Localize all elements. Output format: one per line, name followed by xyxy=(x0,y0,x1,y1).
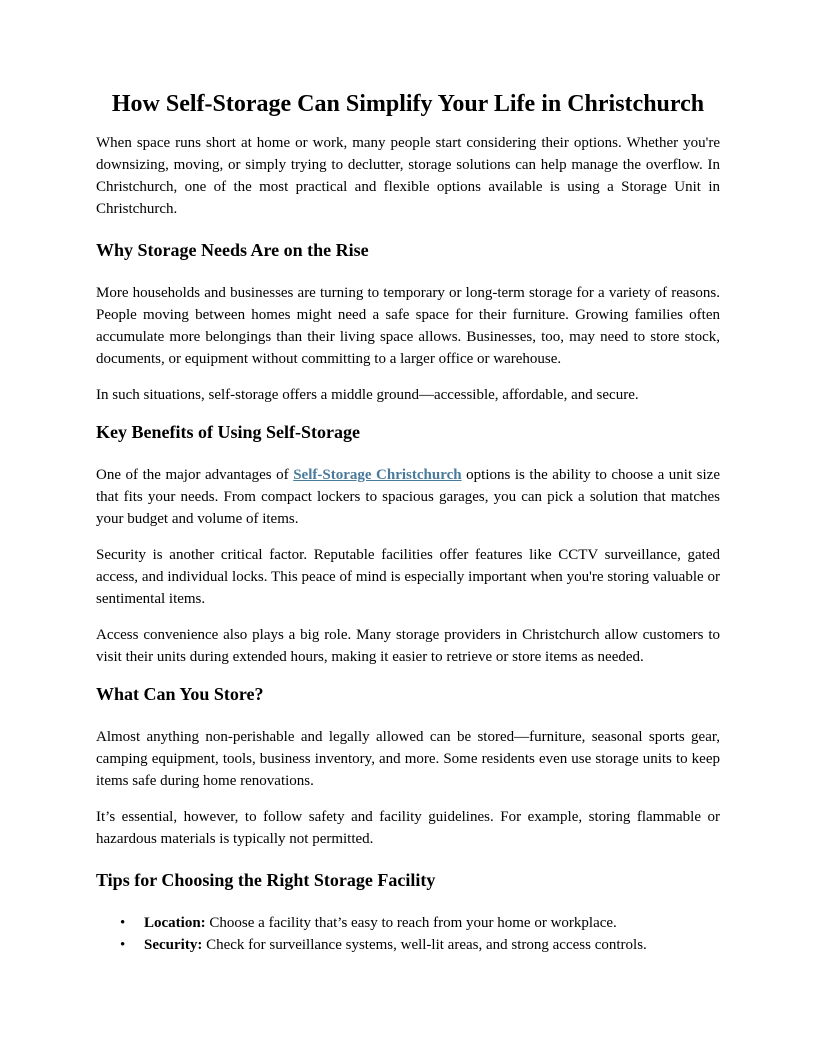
document-page xyxy=(96,88,720,956)
heading-rise: Why Storage Needs Are on the Rise xyxy=(96,240,369,260)
document-title: How Self-Storage Can Simplify Your Life in Christchurch xyxy=(111,91,705,117)
self-storage-christchurch-link[interactable]: Self-Storage Christchurch xyxy=(293,467,462,483)
intro-paragraph: When space runs short at home or work, many people start considering their options. Whether you're downsizing, moving, or simply trying to declutter, storage solutions can help manage the overflow. In Christchurch, one of the most practical and flexible options available is using a Storage Unit in Christchurch. xyxy=(96,135,720,217)
tip-label: Security: xyxy=(144,937,203,953)
tip-text: Choose a facility that’s easy to reach from your home or workplace. xyxy=(205,915,617,931)
rise-paragraph-2: In such situations, self-storage offers a middle ground—accessible, affordable, and secure. xyxy=(96,387,639,403)
store-paragraph-2: It’s essential, however, to follow safety and facility guidelines. For example, storing flammable or hazardous materials is typically not permitted. xyxy=(96,809,720,847)
store-paragraph-1: Almost anything non-perishable and legally allowed can be stored—furniture, seasonal sports gear, camping equipment, tools, business inventory, and more. Some residents even use storage units to keep items safe during home renovations. xyxy=(96,729,720,789)
benefits-text-after-link: options is the ability to choose a unit size that fits your needs. From compact lockers to spacious garages, you can pick a solution that matches your budget and volume of items. xyxy=(96,467,720,527)
benefits-paragraph-3: Access convenience also plays a big role. Many storage providers in Christchurch allow customers to visit their units during extended hours, making it easier to retrieve or store items as needed. xyxy=(96,627,720,665)
tip-label: Location: xyxy=(144,915,206,931)
bullet-icon: • xyxy=(120,937,126,953)
list-item xyxy=(120,934,720,956)
benefits-text-before-link: One of the major advantages of xyxy=(96,467,294,483)
tips-list xyxy=(96,912,720,956)
list-item xyxy=(120,912,720,934)
heading-tips: Tips for Choosing the Right Storage Facility xyxy=(96,870,436,890)
benefits-paragraph-1 xyxy=(96,464,720,530)
rise-paragraph-1: More households and businesses are turning to temporary or long-term storage for a variety of reasons. People moving between homes might need a safe space for their furniture. Growing families often accumulate more belongings than their living space allows. Businesses, too, may need to store stock, documents, or equipment without committing to a larger office or warehouse. xyxy=(96,285,720,367)
bullet-icon: • xyxy=(120,915,126,931)
tip-text: Check for surveillance systems, well-lit areas, and strong access controls. xyxy=(202,937,647,953)
heading-store: What Can You Store? xyxy=(96,684,264,704)
heading-benefits: Key Benefits of Using Self-Storage xyxy=(96,422,360,442)
benefits-paragraph-2: Security is another critical factor. Reputable facilities offer features like CCTV surveillance, gated access, and individual locks. This peace of mind is especially important when you're storing valuable or sentimental items. xyxy=(96,547,720,607)
